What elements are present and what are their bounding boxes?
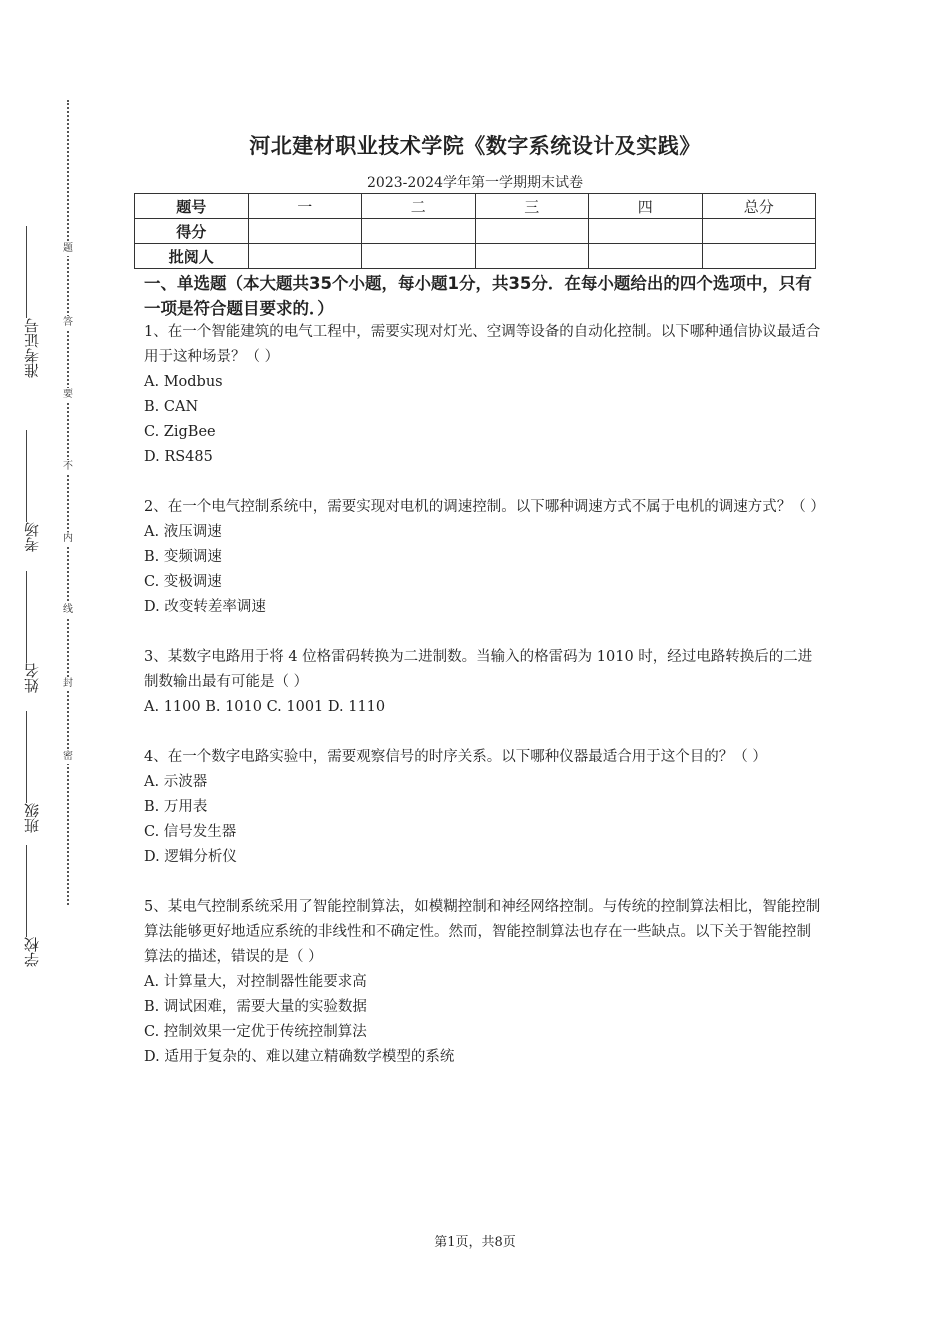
option-a: A. 计算量大，对控制器性能要求高 — [144, 974, 367, 990]
field-name — [21, 571, 43, 693]
option-a: A. 液压调速 — [144, 524, 222, 540]
field-exam-number — [21, 226, 43, 378]
option-a: A. Modbus — [144, 374, 223, 390]
score-header-cell: 一 — [248, 194, 362, 219]
seal-char: 题 — [63, 243, 73, 254]
binding-margin — [0, 0, 110, 1344]
score-table-row — [135, 244, 816, 269]
seal-char: 线 — [63, 604, 73, 615]
score-cell[interactable] — [702, 244, 816, 269]
seal-char: 内 — [63, 533, 73, 544]
score-cell[interactable] — [702, 219, 816, 244]
question-stem: 4、在一个数字电路实验中，需要观察信号的时序关系。以下哪种仪器最适合用于这个目的？（ ） — [144, 749, 767, 765]
option-d: D. 改变转差率调速 — [144, 599, 266, 615]
exam-subtitle: 2023-2024学年第一学期期末试卷 — [367, 175, 583, 191]
option-b: B. 调试困难，需要大量的实验数据 — [144, 999, 367, 1015]
score-header-cell: 总分 — [702, 194, 816, 219]
field-exam-room — [21, 430, 43, 552]
option-c: C. 变极调速 — [144, 574, 222, 590]
score-table-header-row — [135, 194, 816, 219]
question-stem: 1、在一个智能建筑的电气工程中，需要实现对灯光、空调等设备的自动化控制。以下哪种通信协议最适合用于这种场景？（ ） — [144, 324, 821, 365]
score-row-label: 批阅人 — [135, 244, 249, 269]
option-b: B. CAN — [144, 399, 199, 415]
seal-char: 不 — [63, 461, 73, 472]
field-line — [27, 430, 28, 522]
option-c: C. 控制效果一定优于传统控制算法 — [144, 1024, 367, 1040]
field-class — [21, 711, 43, 833]
option-b: B. 变频调速 — [144, 549, 222, 565]
score-row-label: 得分 — [135, 219, 249, 244]
question-stem: 3、某数字电路用于将 4 位格雷码转换为二进制数。当输入的格雷码为 1010 时，经过电路转换后的二进制数输出最有可能是（ ） — [144, 649, 813, 690]
score-cell[interactable] — [362, 219, 476, 244]
score-table-row — [135, 219, 816, 244]
score-cell[interactable] — [362, 244, 476, 269]
score-header-cell: 二 — [362, 194, 476, 219]
option-c: C. 信号发生器 — [144, 824, 237, 840]
option-d: D. 适用于复杂的、难以建立精确数学模型的系统 — [144, 1049, 455, 1065]
question-1 — [144, 320, 824, 470]
question-2 — [144, 495, 824, 620]
seal-char: 答 — [63, 317, 73, 328]
question-4 — [144, 745, 824, 870]
option-c: C. ZigBee — [144, 424, 216, 440]
field-school — [21, 845, 43, 967]
option-a: A. 示波器 — [144, 774, 208, 790]
score-cell[interactable] — [248, 219, 362, 244]
option-d: D. 逻辑分析仪 — [144, 849, 237, 865]
option-d: D. RS485 — [144, 449, 213, 465]
score-cell[interactable] — [589, 219, 703, 244]
field-line — [27, 571, 28, 663]
question-stem: 2、在一个电气控制系统中，需要实现对电机的调速控制。以下哪种调速方式不属于电机的调速方式？（ ） — [144, 499, 825, 515]
section-heading: 一、单选题（本大题共35个小题，每小题1分，共35分．在每小题给出的四个选项中，只有一项是符合题目要求的．） — [144, 274, 812, 318]
question-5 — [144, 895, 824, 1070]
options-inline: A. 1100 B. 1010 C. 1001 D. 1110 — [144, 699, 386, 715]
page-number: 第1页，共8页 — [434, 1235, 516, 1250]
score-cell[interactable] — [589, 244, 703, 269]
field-label: 准考证号 — [23, 318, 41, 378]
seal-dotted-line — [67, 100, 69, 905]
field-line — [27, 226, 28, 318]
score-header-cell: 四 — [589, 194, 703, 219]
field-label: 考场 — [23, 522, 41, 552]
field-label: 姓名 — [23, 663, 41, 693]
score-header-cell: 题号 — [135, 194, 249, 219]
question-stem: 5、某电气控制系统采用了智能控制算法，如模糊控制和神经网络控制。与传统的控制算法相比，智能控制算法能够更好地适应系统的非线性和不确定性。然而，智能控制算法也存在一些缺点。以下关于智能控制算法的描述，错误的是（ ） — [144, 899, 821, 965]
exam-title: 河北建材职业技术学院《数字系统设计及实践》 — [249, 134, 701, 158]
field-label: 学校 — [23, 937, 41, 967]
seal-char: 封 — [63, 678, 73, 689]
question-list — [144, 320, 824, 1095]
score-cell[interactable] — [475, 219, 589, 244]
field-label: 班级 — [23, 803, 41, 833]
score-cell[interactable] — [475, 244, 589, 269]
question-3 — [144, 645, 824, 720]
seal-char: 要 — [63, 389, 73, 400]
field-line — [27, 711, 28, 803]
score-table — [134, 193, 816, 269]
score-header-cell: 三 — [475, 194, 589, 219]
option-b: B. 万用表 — [144, 799, 208, 815]
field-line — [27, 845, 28, 937]
seal-char: 密 — [63, 751, 73, 762]
score-cell[interactable] — [248, 244, 362, 269]
